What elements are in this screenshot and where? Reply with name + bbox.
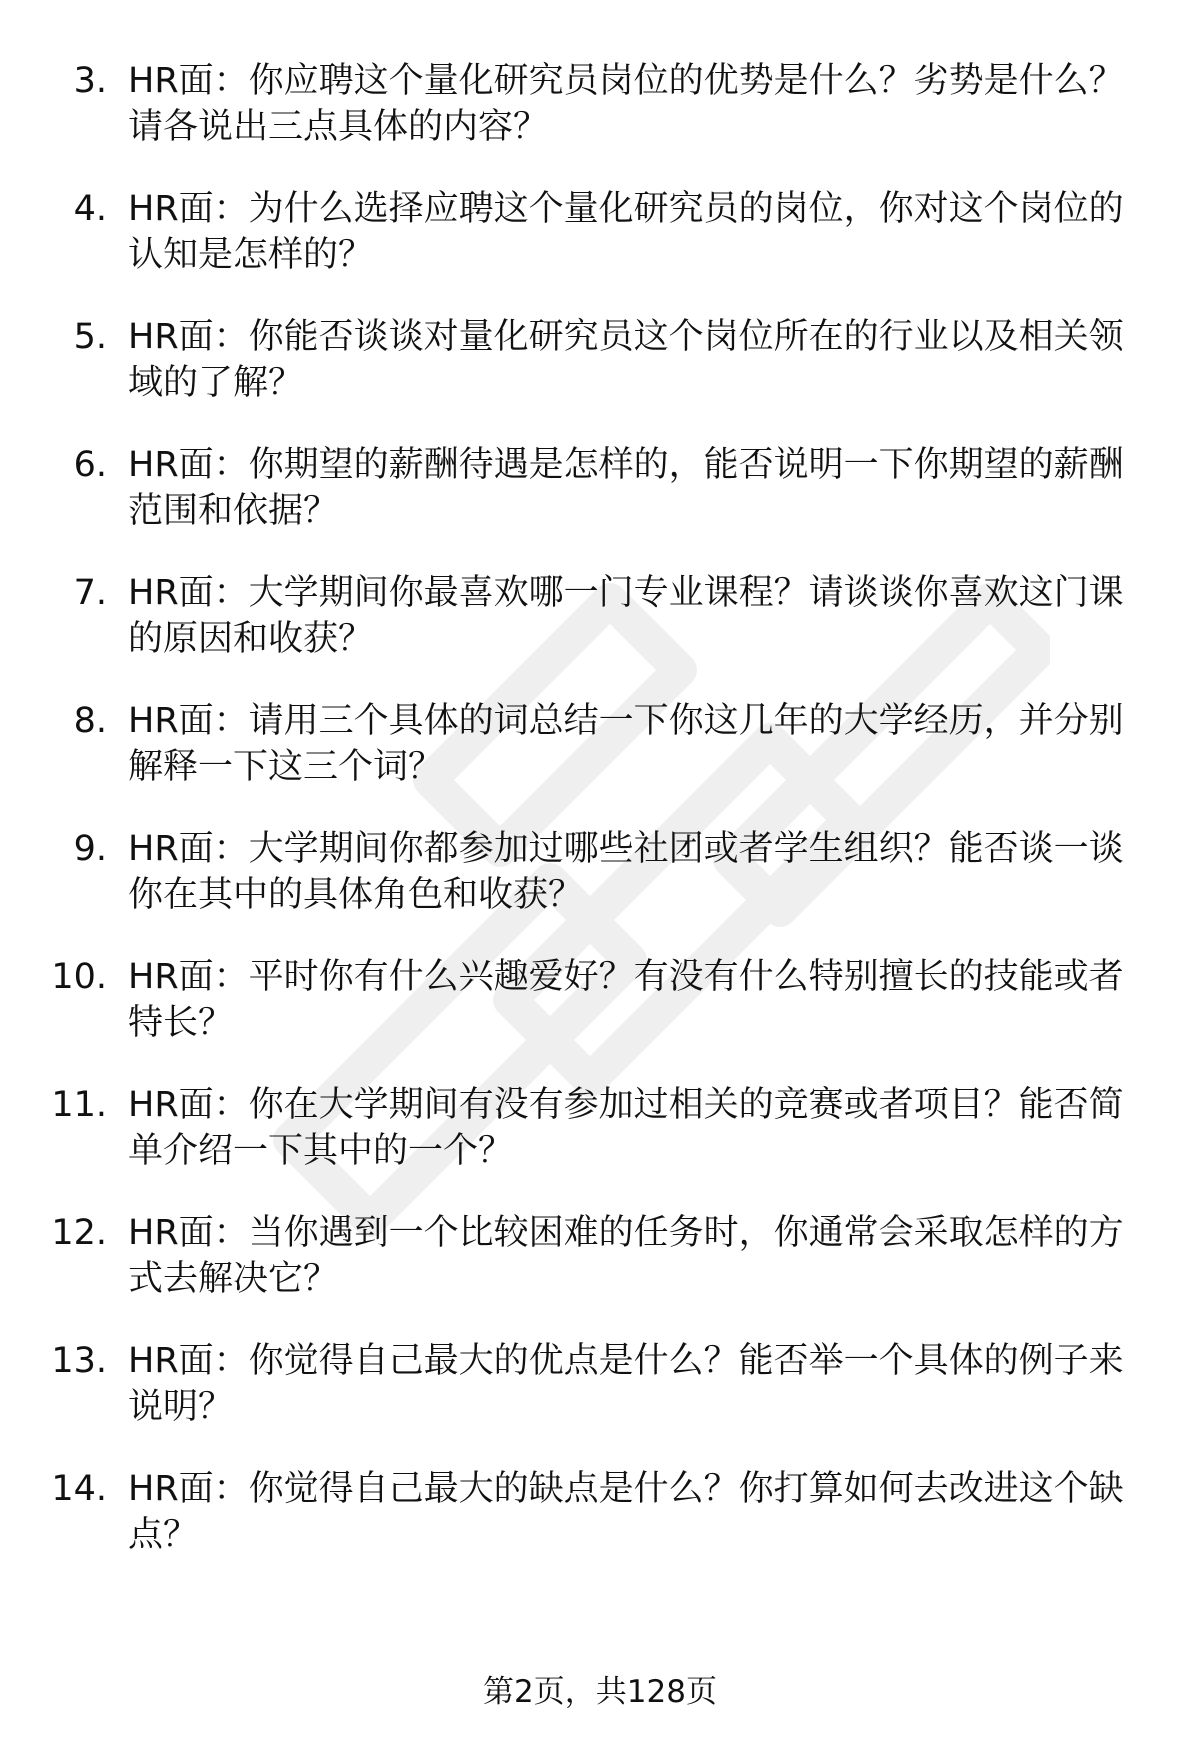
question-text: HR面：平时你有什么兴趣爱好？有没有什么特别擅长的技能或者特长？ [128, 957, 1124, 1043]
list-item [0, 186, 1200, 314]
list-item [0, 1466, 1200, 1594]
question-text: HR面：大学期间你都参加过哪些社团或者学生组织？能否谈一谈你在其中的具体角色和收获？ [128, 829, 1124, 915]
list-item [0, 826, 1200, 954]
question-number: 6. [73, 445, 107, 485]
question-number: 10. [51, 957, 107, 997]
question-text: HR面：为什么选择应聘这个量化研究员的岗位，你对这个岗位的认知是怎样的？ [128, 189, 1124, 275]
question-text: HR面：你应聘这个量化研究员岗位的优势是什么？劣势是什么？请各说出三点具体的内容？ [128, 61, 1124, 147]
list-item [0, 442, 1200, 570]
question-text: HR面：你觉得自己最大的优点是什么？能否举一个具体的例子来说明？ [128, 1341, 1124, 1427]
question-text: HR面：你在大学期间有没有参加过相关的竞赛或者项目？能否简单介绍一下其中的一个？ [128, 1085, 1124, 1171]
question-number: 13. [51, 1341, 107, 1381]
list-item [0, 1082, 1200, 1210]
list-item [0, 570, 1200, 698]
question-number: 5. [73, 317, 107, 357]
question-number: 11. [51, 1085, 107, 1125]
question-number: 14. [51, 1469, 107, 1509]
question-text: HR面：你期望的薪酬待遇是怎样的，能否说明一下你期望的薪酬范围和依据？ [128, 445, 1124, 531]
list-item [0, 1338, 1200, 1466]
question-number: 9. [73, 829, 107, 869]
question-list [0, 58, 1200, 1594]
question-number: 4. [73, 189, 107, 229]
question-number: 8. [73, 701, 107, 741]
list-item [0, 954, 1200, 1082]
list-item [0, 58, 1200, 186]
list-item [0, 698, 1200, 826]
question-number: 12. [51, 1213, 107, 1253]
list-item [0, 1210, 1200, 1338]
question-text: HR面：你觉得自己最大的缺点是什么？你打算如何去改进这个缺点？ [128, 1469, 1124, 1555]
question-text: HR面：请用三个具体的词总结一下你这几年的大学经历，并分别解释一下这三个词？ [128, 701, 1124, 787]
question-number: 7. [73, 573, 107, 613]
page-footer [0, 1672, 1200, 1712]
question-text: HR面：当你遇到一个比较困难的任务时，你通常会采取怎样的方式去解决它？ [128, 1213, 1124, 1299]
question-text: HR面：大学期间你最喜欢哪一门专业课程？请谈谈你喜欢这门课的原因和收获？ [128, 573, 1124, 659]
list-item [0, 314, 1200, 442]
question-text: HR面：你能否谈谈对量化研究员这个岗位所在的行业以及相关领域的了解？ [128, 317, 1124, 403]
question-number: 3. [73, 61, 107, 101]
page-indicator: 第2页，共128页 [483, 1674, 717, 1710]
